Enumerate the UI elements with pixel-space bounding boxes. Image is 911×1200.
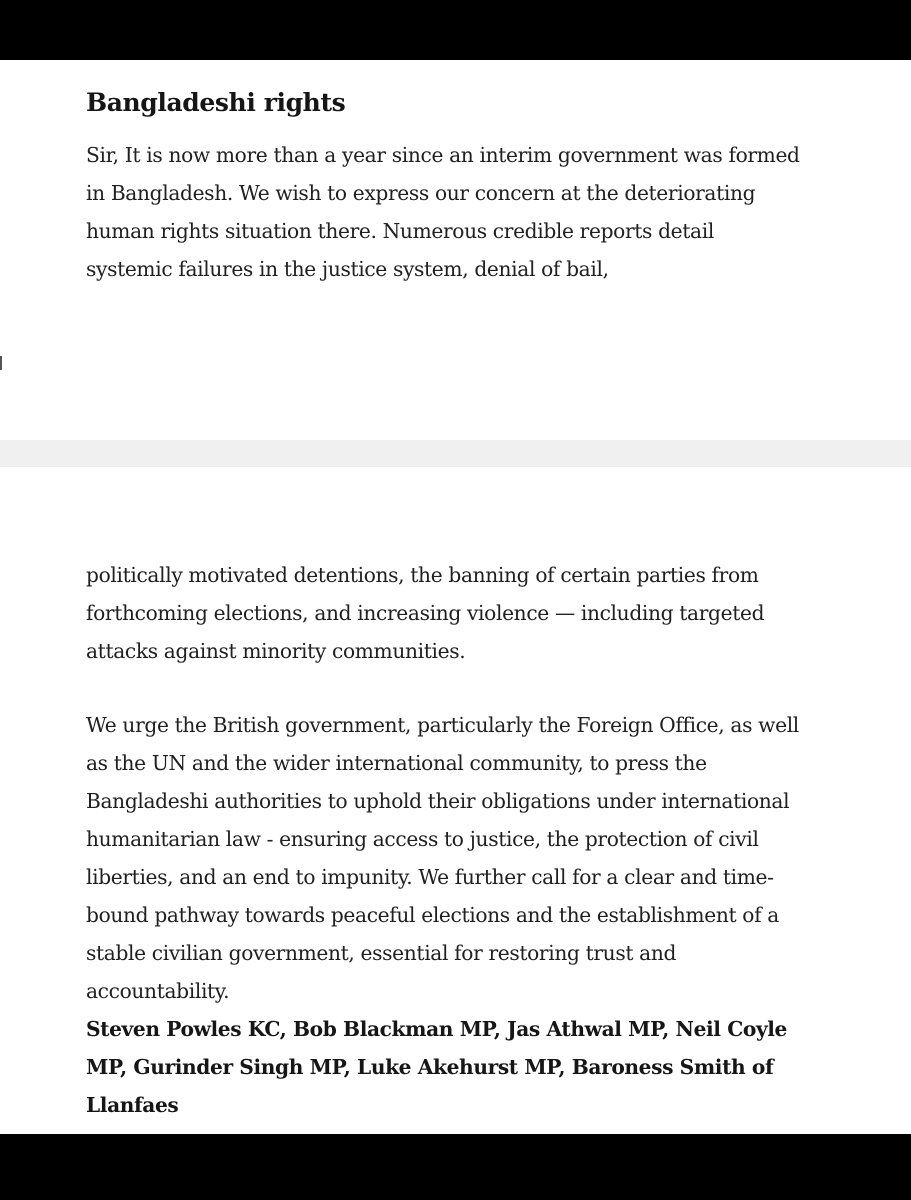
letter-page: [0, 60, 911, 1134]
letter-paragraph-3: We urge the British government, particularly the Foreign Office, as well as the UN and the wider international community, to press the Bangladeshi authorities to uphold their obligations under international humanitarian law - ensuring access to justice, the protection of civil liberties, and an end to impunity. We further call for a clear and time-bound pathway towards peaceful elections and the establishment of a stable civilian government, essential for restoring trust and accountability.: [86, 713, 799, 1003]
signatories-list: Steven Powles KC, Bob Blackman MP, Jas Athwal MP, Neil Coyle MP, Gurinder Singh MP, Luke Akehurst MP, Baroness Smith of Llanfaes: [86, 1017, 787, 1117]
letter-paragraph-2: politically motivated detentions, the banning of certain parties from forthcoming elections, and increasing violence — including targeted attacks against minority communities.: [86, 563, 765, 663]
top-black-bar: [0, 0, 911, 60]
letter-paragraph-1: Sir, It is now more than a year since an interim government was formed in Bangladesh. We wish to express our concern at the deteriorating human rights situation there. Numerous credible reports detail systemic failures in the justice system, denial of bail,: [86, 143, 800, 281]
screenshot-seam-divider: [0, 440, 911, 467]
bottom-black-bar: [0, 1134, 911, 1200]
scroll-edge-mark: [0, 356, 2, 370]
letter-headline: Bangladeshi rights: [86, 88, 346, 117]
